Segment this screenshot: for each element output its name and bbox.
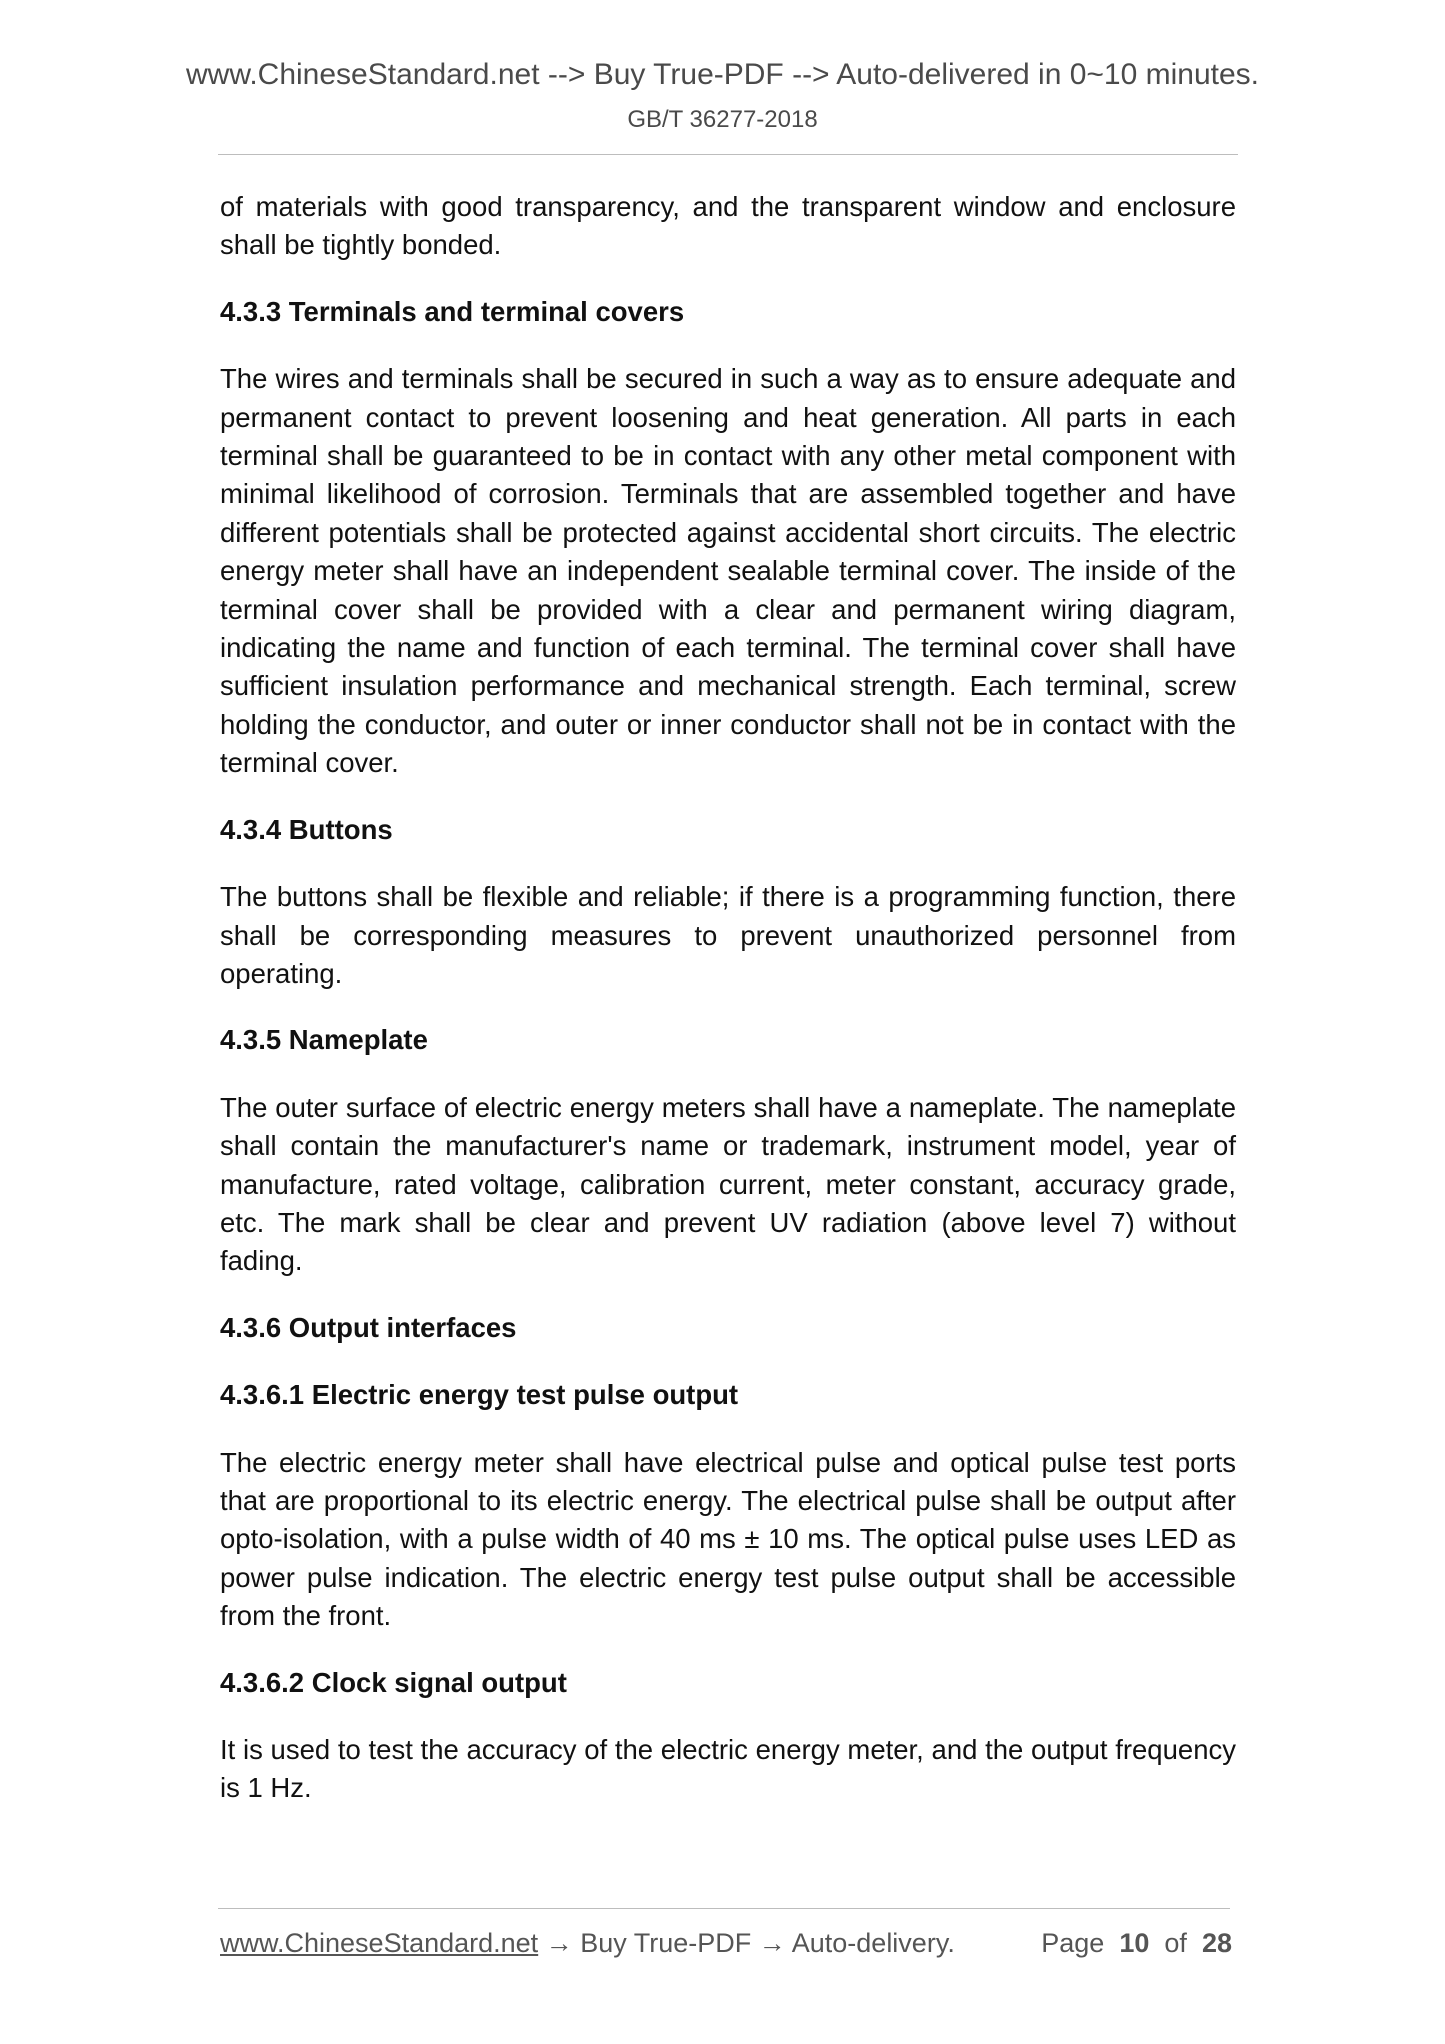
section-heading-4-3-5: 4.3.5 Nameplate [220,1024,428,1056]
page-number: 10 [1119,1928,1150,1958]
section-heading-4-3-3: 4.3.3 Terminals and terminal covers [220,295,685,327]
section-text-4-3-6-1: The electric energy meter shall have electrical pulse and optical pulse test ports that are proportional to its electric energy. The electrical pulse shall be output after opto-isolation, with a pulse width of 40 ms ± 10 ms. The optical pulse uses LED as power pulse indication. The electric energy test pulse output shall be accessible from the front. [220,1446,1236,1632]
section-heading-4-3-6-2: 4.3.6.2 Clock signal output [220,1666,567,1698]
total-pages: 28 [1201,1928,1232,1958]
standard-code: GB/T 36277-2018 [627,106,818,133]
section-text-4-3-5: The outer surface of electric energy meters shall have a nameplate. The nameplate shall contain the manufacturer's name or trademark, instrument model, year of manufacture, rated voltage, calibration current, meter constant, accuracy grade, etc. The mark shall be clear and prevent UV radiation (above level 7) without fading. [220,1091,1236,1277]
footer-divider [218,1908,1230,1909]
footer-delivery-text: → Buy True-PDF → Auto-delivery. [538,1928,955,1958]
header-banner: www.ChineseStandard.net --> Buy True-PDF --> Auto-delivered in 0~10 minutes. [185,58,1260,91]
page-label: Page [1041,1928,1105,1958]
section-heading-4-3-6: 4.3.6 Output interfaces [220,1311,517,1343]
section-heading-4-3-6-1: 4.3.6.1 Electric energy test pulse output [220,1379,739,1411]
of-label: of [1164,1928,1187,1958]
section-text-4-3-4: The buttons shall be flexible and reliable; if there is a programming function, there shall be corresponding measures to prevent unauthorized personnel from operating. [220,881,1236,989]
header-divider [218,154,1238,155]
page-indicator [1041,1928,1232,1959]
section-text-4-3-3: The wires and terminals shall be secured in such a way as to ensure adequate and permanent contact to prevent loosening and heat generation. All parts in each terminal shall be guaranteed to be in contact with any other metal component with minimal likelihood of corrosion. Terminals that are assembled together and have different potentials shall be protected against accidental short circuits. The electric energy meter shall have an independent sealable terminal cover. The inside of the terminal cover shall be provided with a clear and permanent wiring diagram, indicating the name and function of each terminal. The terminal cover shall have sufficient insulation performance and mechanical strength. Each terminal, screw holding the conductor, and outer or inner conductor shall not be in contact with the terminal cover. [220,363,1236,779]
footer-left [220,1928,955,1959]
section-heading-4-3-4: 4.3.4 Buttons [220,813,393,845]
section-text-4-3-6-2: It is used to test the accuracy of the electric energy meter, and the output frequency is 1 Hz. [220,1734,1236,1804]
document-body [220,188,1236,1808]
footer-site-link[interactable]: www.ChineseStandard.net [220,1928,539,1958]
intro-paragraph: of materials with good transparency, and the transparent window and enclosure shall be tightly bonded. [220,191,1236,261]
